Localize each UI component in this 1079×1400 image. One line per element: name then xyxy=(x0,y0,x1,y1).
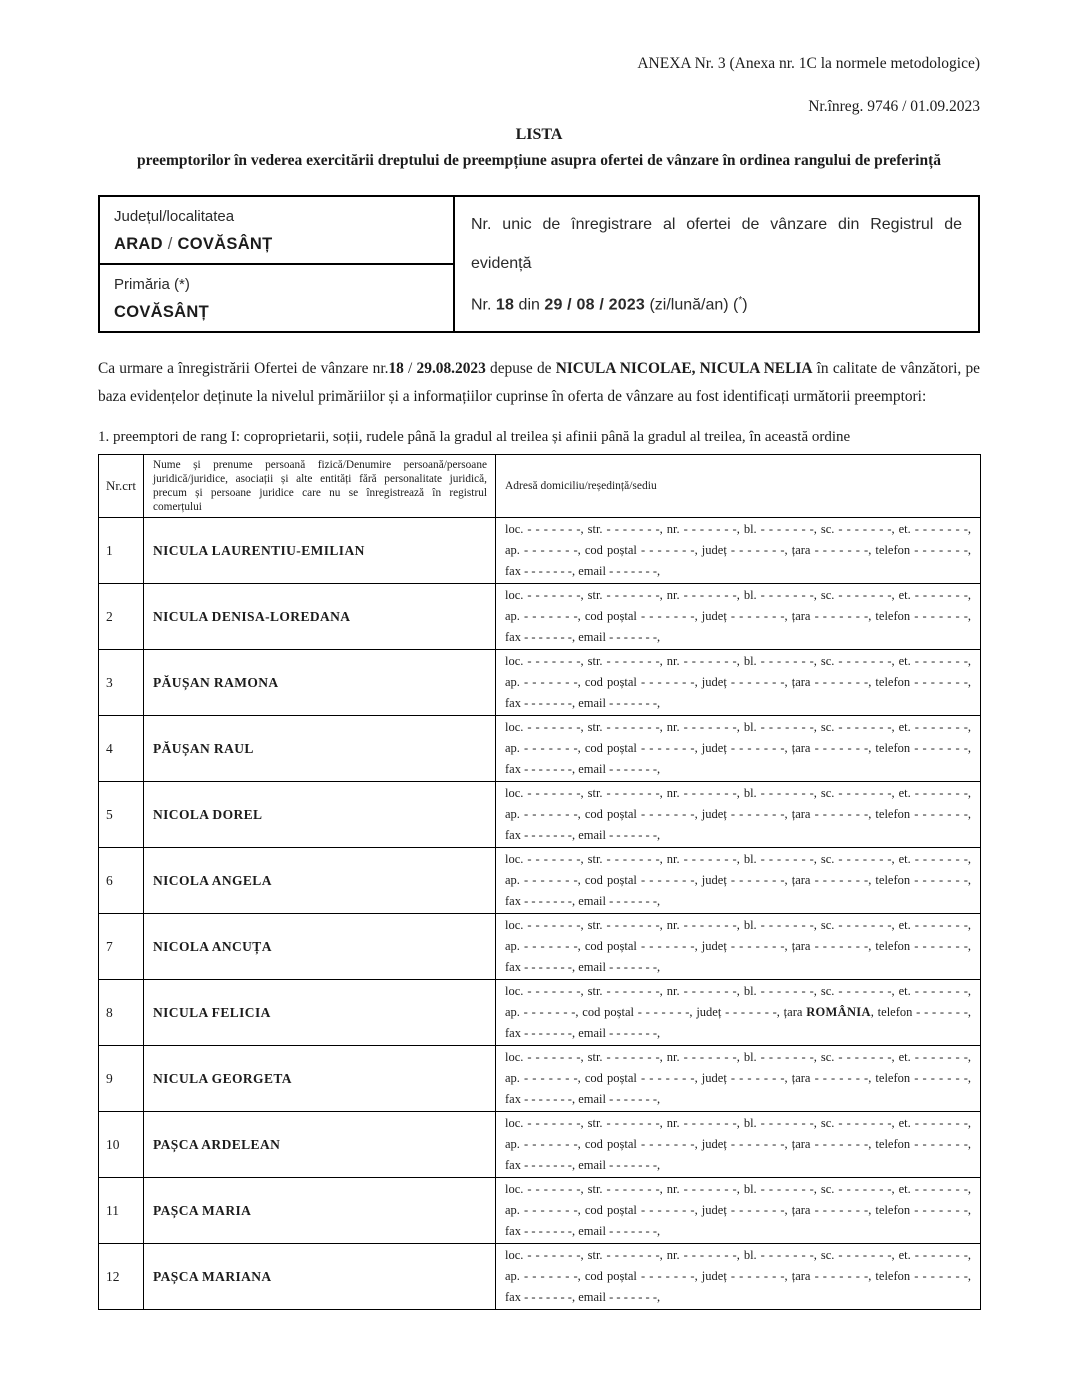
country-value: - - - - - - - xyxy=(814,1137,869,1152)
address-line-2-prefix: ap. - - - - - - -, cod poștal - - - - - - -, județ - - - - - - -, țara xyxy=(505,873,815,888)
registration-number-line: Nr.înreg. 9746 / 01.09.2023 xyxy=(808,98,980,115)
table-row xyxy=(99,1112,981,1178)
address-line-2-suffix: , telefon - - - - - - -, xyxy=(868,1203,971,1218)
address-line-2-prefix: ap. - - - - - - -, cod poștal - - - - - - -, județ - - - - - - -, țara xyxy=(505,609,815,624)
county-locality-separator: / xyxy=(162,235,178,253)
address-line-3: fax - - - - - - -, email - - - - - - -, xyxy=(505,960,661,975)
offer-close-paren: ) xyxy=(742,296,748,314)
address-line-3: fax - - - - - - -, email - - - - - - -, xyxy=(505,564,661,579)
intro-text-3: depuse de xyxy=(485,360,556,377)
offer-registration-number xyxy=(471,287,962,319)
address-line-1: loc. - - - - - - -, str. - - - - - - -, nr. - - - - - - -, bl. - - - - - - -, sc. - - - - - - -, et. - - - - - - -, xyxy=(505,1182,971,1197)
offer-registration-cell xyxy=(454,196,979,332)
offer-nr-prefix: Nr. xyxy=(471,296,496,314)
table-header-row xyxy=(99,455,981,518)
county-locality-cell xyxy=(99,196,454,264)
table-row xyxy=(99,914,981,980)
table-row xyxy=(99,848,981,914)
address-line-2 xyxy=(505,540,971,561)
address-line-1: loc. - - - - - - -, str. - - - - - - -, nr. - - - - - - -, bl. - - - - - - -, sc. - - - - - - -, et. - - - - - - -, xyxy=(505,1248,971,1263)
address-cell xyxy=(496,848,981,914)
table-row xyxy=(99,716,981,782)
rank-one-line: 1. preemptori de rang I: coproprietarii, soții, rudele până la gradul al treilea și afinii până la gradul al treilea, în această ordine xyxy=(98,429,851,446)
row-number-cell: 12 xyxy=(99,1244,144,1310)
preemptor-name-cell: NICOLA DOREL xyxy=(144,782,496,848)
address-line-2-prefix: ap. - - - - - - -, cod poștal - - - - - - -, județ - - - - - - -, țara xyxy=(505,741,815,756)
address-cell xyxy=(496,1112,981,1178)
row-number-cell: 2 xyxy=(99,584,144,650)
address-line-2-suffix: , telefon - - - - - - -, xyxy=(868,873,971,888)
country-value: - - - - - - - xyxy=(814,939,869,954)
address-cell xyxy=(496,518,981,584)
row-number-cell: 11 xyxy=(99,1178,144,1244)
preemptor-name-cell: PAȘCA ARDELEAN xyxy=(144,1112,496,1178)
country-value: - - - - - - - xyxy=(814,1269,869,1284)
county-value: ARAD xyxy=(114,235,163,253)
row-number-cell: 4 xyxy=(99,716,144,782)
address-cell xyxy=(496,914,981,980)
table-row xyxy=(99,782,981,848)
address-cell xyxy=(496,716,981,782)
document-content xyxy=(98,0,980,1310)
offer-nr-mid: din xyxy=(514,296,545,314)
col-header-address: Adresă domiciliu/reședință/sediu xyxy=(496,455,981,518)
table-row xyxy=(99,1244,981,1310)
address-line-2-suffix: , telefon - - - - - - -, xyxy=(868,1071,971,1086)
document-title: LISTA xyxy=(515,126,563,143)
table-row xyxy=(99,980,981,1046)
country-value: - - - - - - - xyxy=(814,1203,869,1218)
anexa-reference: ANEXA Nr. 3 (Anexa nr. 1C la normele metodologice) xyxy=(637,55,980,72)
address-line-3: fax - - - - - - -, email - - - - - - -, xyxy=(505,1158,661,1173)
address-line-2-suffix: , telefon - - - - - - -, xyxy=(868,939,971,954)
address-line-2 xyxy=(505,672,971,693)
col-header-name: Nume și prenume persoană fizică/Denumire persoană/persoane juridică/juridice, asociații și alte entități fără personalitate juridică, precum și persoane juridice care nu se înregistrează în registrul comerțului xyxy=(144,455,496,518)
address-line-1: loc. - - - - - - -, str. - - - - - - -, nr. - - - - - - -, bl. - - - - - - -, sc. - - - - - - -, et. - - - - - - -, xyxy=(505,1116,971,1131)
address-line-3: fax - - - - - - -, email - - - - - - -, xyxy=(505,1224,661,1239)
preemptor-name-cell: NICULA GEORGETA xyxy=(144,1046,496,1112)
city-hall-cell xyxy=(99,264,454,332)
country-value: - - - - - - - xyxy=(814,741,869,756)
address-line-3: fax - - - - - - -, email - - - - - - -, xyxy=(505,696,661,711)
address-line-1: loc. - - - - - - -, str. - - - - - - -, nr. - - - - - - -, bl. - - - - - - -, sc. - - - - - - -, et. - - - - - - -, xyxy=(505,654,971,669)
preemptor-name-cell: PĂUȘAN RAUL xyxy=(144,716,496,782)
country-value: - - - - - - - xyxy=(814,873,869,888)
address-line-1: loc. - - - - - - -, str. - - - - - - -, nr. - - - - - - -, bl. - - - - - - -, sc. - - - - - - -, et. - - - - - - -, xyxy=(505,984,971,999)
intro-text-2: / xyxy=(403,360,417,377)
preemptor-name-cell: NICULA FELICIA xyxy=(144,980,496,1046)
address-line-2-suffix: , telefon - - - - - - -, xyxy=(868,543,971,558)
address-line-3: fax - - - - - - -, email - - - - - - -, xyxy=(505,1092,661,1107)
country-value: - - - - - - - xyxy=(814,1071,869,1086)
address-cell xyxy=(496,584,981,650)
country-value: - - - - - - - xyxy=(814,807,869,822)
address-line-2-prefix: ap. - - - - - - -, cod poștal - - - - - - -, județ - - - - - - -, țara xyxy=(505,543,815,558)
offer-date: 29.08.2023 xyxy=(416,360,486,377)
address-line-2 xyxy=(505,1200,971,1221)
offer-date-format: (zi/lună/an) ( xyxy=(645,296,739,314)
preemptor-name-cell: NICULA LAURENTIU-EMILIAN xyxy=(144,518,496,584)
table-row xyxy=(99,1046,981,1112)
address-line-2-prefix: ap. - - - - - - -, cod poștal - - - - - - -, județ - - - - - - -, țara xyxy=(505,1071,815,1086)
preemptor-name-cell: PAȘCA MARIA xyxy=(144,1178,496,1244)
col-header-nr: Nr.crt xyxy=(99,455,144,518)
address-line-2-suffix: , telefon - - - - - - -, xyxy=(868,675,971,690)
row-number-cell: 8 xyxy=(99,980,144,1046)
address-line-1: loc. - - - - - - -, str. - - - - - - -, nr. - - - - - - -, bl. - - - - - - -, sc. - - - - - - -, et. - - - - - - -, xyxy=(505,588,971,603)
address-line-2-suffix: , telefon - - - - - - -, xyxy=(868,1137,971,1152)
address-line-2-suffix: , telefon - - - - - - -, xyxy=(870,1005,971,1020)
country-value: - - - - - - - xyxy=(814,675,869,690)
address-line-2 xyxy=(505,1266,971,1287)
address-line-2-prefix: ap. - - - - - - -, cod poștal - - - - - - -, județ - - - - - - -, țara xyxy=(505,1137,815,1152)
address-cell xyxy=(496,1046,981,1112)
table-row xyxy=(99,650,981,716)
country-value: - - - - - - - xyxy=(814,609,869,624)
info-box-row-county xyxy=(99,196,979,264)
table-row xyxy=(99,1178,981,1244)
row-number-cell: 9 xyxy=(99,1046,144,1112)
address-line-2 xyxy=(505,1134,971,1155)
address-line-2-suffix: , telefon - - - - - - -, xyxy=(868,609,971,624)
footnote-star: * xyxy=(738,295,743,306)
address-line-1: loc. - - - - - - -, str. - - - - - - -, nr. - - - - - - -, bl. - - - - - - -, sc. - - - - - - -, et. - - - - - - -, xyxy=(505,852,971,867)
preemptors-table xyxy=(98,454,981,1310)
county-locality-label: Județul/localitatea xyxy=(114,208,235,225)
address-line-3: fax - - - - - - -, email - - - - - - -, xyxy=(505,630,661,645)
address-cell xyxy=(496,650,981,716)
address-cell xyxy=(496,1178,981,1244)
offer-date-value: 29 / 08 / 2023 xyxy=(544,296,646,314)
intro-text-4: în calitate de vânzători, pe baza evidențelor deținute la nivelul primăriilor și a informațiilor cuprinse în oferta de vânzare au fost identificați următorii preemptori: xyxy=(98,360,981,405)
preemptor-name-cell: PAȘCA MARIANA xyxy=(144,1244,496,1310)
address-line-2-suffix: , telefon - - - - - - -, xyxy=(868,1269,971,1284)
address-line-1: loc. - - - - - - -, str. - - - - - - -, nr. - - - - - - -, bl. - - - - - - -, sc. - - - - - - -, et. - - - - - - -, xyxy=(505,1050,971,1065)
row-number-cell: 10 xyxy=(99,1112,144,1178)
county-locality-value xyxy=(114,235,439,254)
row-number-cell: 5 xyxy=(99,782,144,848)
address-line-3: fax - - - - - - -, email - - - - - - -, xyxy=(505,894,661,909)
city-hall-label: Primăria (*) xyxy=(114,276,190,293)
country-value: ROMÂNIA xyxy=(806,1005,871,1020)
address-line-3: fax - - - - - - -, email - - - - - - -, xyxy=(505,1026,661,1041)
address-line-1: loc. - - - - - - -, str. - - - - - - -, nr. - - - - - - -, bl. - - - - - - -, sc. - - - - - - -, et. - - - - - - -, xyxy=(505,720,971,735)
preemptor-name-cell: NICULA DENISA-LOREDANA xyxy=(144,584,496,650)
preemptor-name-cell: NICOLA ANCUȚA xyxy=(144,914,496,980)
address-line-3: fax - - - - - - -, email - - - - - - -, xyxy=(505,762,661,777)
offer-registration-label: Nr. unic de înregistrare al ofertei de vânzare din Registrul de evidență xyxy=(471,216,962,272)
address-line-1: loc. - - - - - - -, str. - - - - - - -, nr. - - - - - - -, bl. - - - - - - -, sc. - - - - - - -, et. - - - - - - -, xyxy=(505,918,971,933)
address-line-1: loc. - - - - - - -, str. - - - - - - -, nr. - - - - - - -, bl. - - - - - - -, sc. - - - - - - -, et. - - - - - - -, xyxy=(505,786,971,801)
address-line-2 xyxy=(505,738,971,759)
table-row xyxy=(99,518,981,584)
row-number-cell: 1 xyxy=(99,518,144,584)
address-line-2 xyxy=(505,1002,971,1023)
address-line-2-prefix: ap. - - - - - - -, cod poștal - - - - - - -, județ - - - - - - -, țara xyxy=(505,1269,815,1284)
address-line-2-prefix: ap. - - - - - - -, cod poștal - - - - - - -, județ - - - - - - -, țara xyxy=(505,675,815,690)
address-line-2 xyxy=(505,804,971,825)
address-cell xyxy=(496,1244,981,1310)
info-box xyxy=(98,195,980,333)
address-line-1: loc. - - - - - - -, str. - - - - - - -, nr. - - - - - - -, bl. - - - - - - -, sc. - - - - - - -, et. - - - - - - -, xyxy=(505,522,971,537)
document-subtitle: preemptorilor în vederea exercitării dreptului de preempțiune asupra ofertei de vânzare în ordinea rangului de preferință xyxy=(136,152,942,169)
address-line-2-prefix: ap. - - - - - - -, cod poștal - - - - - - -, județ - - - - - - -, țara xyxy=(505,939,815,954)
row-number-cell: 3 xyxy=(99,650,144,716)
country-value: - - - - - - - xyxy=(814,543,869,558)
address-line-2-suffix: , telefon - - - - - - -, xyxy=(868,807,971,822)
intro-text-1: Ca urmare a înregistrării Ofertei de vânzare nr. xyxy=(98,360,389,377)
address-line-2-prefix: ap. - - - - - - -, cod poștal - - - - - - -, județ - - - - - - -, țara xyxy=(505,1005,807,1020)
address-line-2 xyxy=(505,606,971,627)
address-line-3: fax - - - - - - -, email - - - - - - -, xyxy=(505,1290,661,1305)
address-line-2 xyxy=(505,870,971,891)
address-line-2 xyxy=(505,936,971,957)
address-line-2-prefix: ap. - - - - - - -, cod poștal - - - - - - -, județ - - - - - - -, țara xyxy=(505,1203,815,1218)
table-row xyxy=(99,584,981,650)
offer-nr-value: 18 xyxy=(495,296,515,314)
address-cell xyxy=(496,782,981,848)
offer-number: 18 xyxy=(388,360,404,377)
preemptor-name-cell: PĂUȘAN RAMONA xyxy=(144,650,496,716)
locality-value: COVĂSÂNȚ xyxy=(177,235,273,253)
address-cell xyxy=(496,980,981,1046)
address-line-3: fax - - - - - - -, email - - - - - - -, xyxy=(505,828,661,843)
city-hall-value: COVĂSÂNȚ xyxy=(114,303,209,321)
preemptor-name-cell: NICOLA ANGELA xyxy=(144,848,496,914)
address-line-2-prefix: ap. - - - - - - -, cod poștal - - - - - - -, județ - - - - - - -, țara xyxy=(505,807,815,822)
intro-paragraph xyxy=(98,355,980,410)
address-line-2 xyxy=(505,1068,971,1089)
row-number-cell: 7 xyxy=(99,914,144,980)
row-number-cell: 6 xyxy=(99,848,144,914)
sellers-names: NICULA NICOLAE, NICULA NELIA xyxy=(555,360,813,377)
address-line-2-suffix: , telefon - - - - - - -, xyxy=(868,741,971,756)
